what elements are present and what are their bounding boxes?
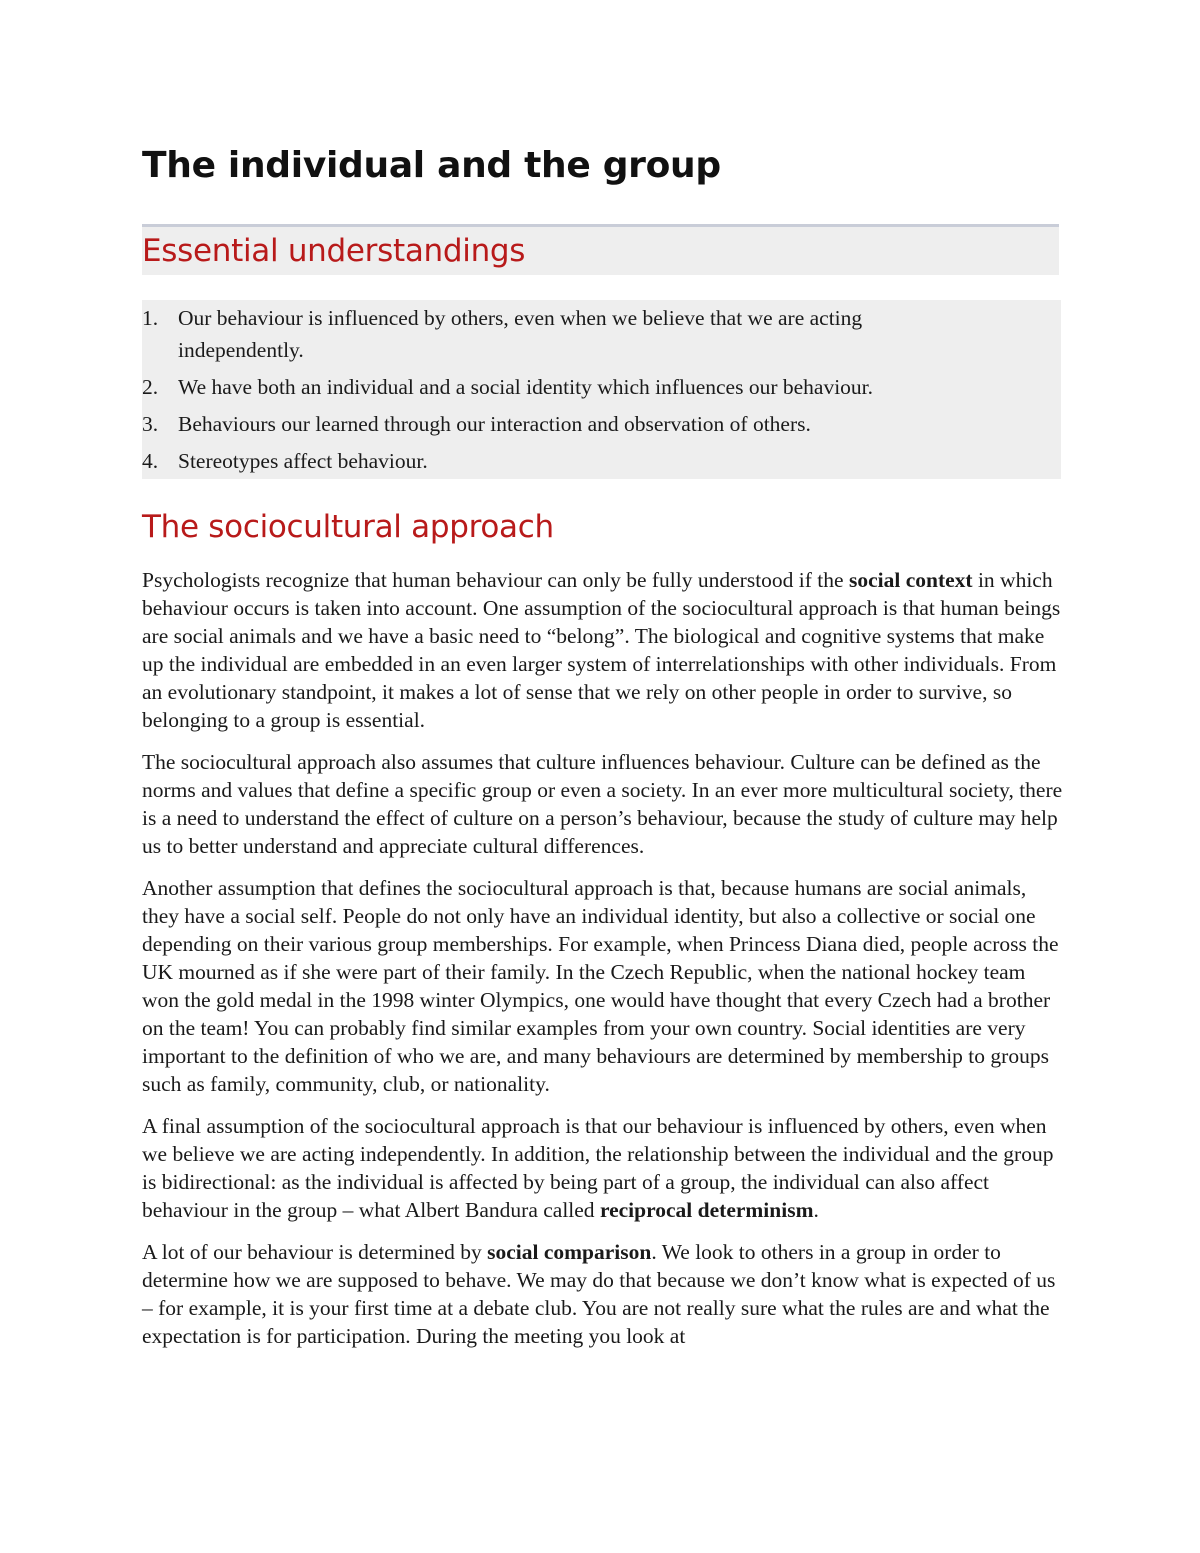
paragraph-text: in which behaviour occurs is taken into account. One assumption of the sociocultural approach is that human beings are social animals and we have a basic need to “belong”. The biological and cognitive systems that make up the individual are embedded in an even larger system of interrelationships with other individuals. From an evolutionary standpoint, it makes a lot of sense that we rely on other people in order to survive, so belonging to a group is essential. [142, 568, 1061, 732]
paragraph-3: Another assumption that defines the sociocultural approach is that, because humans are social animals, they have a social self. People do not only have an individual identity, but also a collective or social one depending on their various group memberships. For example, when Princess Diana died, people across the UK mourned as if she were part of their family. In the Czech Republic, when the national hockey team won the gold medal in the 1998 winter Olympics, one would have thought that every Czech had a brother on the team! You can probably find similar examples from your own country. Social identities are very important to the definition of who we are, and many behaviours are determined by membership to groups such as family, community, club, or nationality. [142, 876, 1059, 1096]
list-item-text-continued: independently. [178, 338, 304, 362]
list-item-text: Behaviours our learned through our interaction and observation of others. [178, 412, 811, 436]
list-item-text: Our behaviour is influenced by others, even when we believe that we are acting [178, 306, 863, 330]
page-title: The individual and the group [142, 145, 721, 186]
list-item [142, 302, 938, 366]
essential-understandings-header [142, 224, 1059, 275]
bold-term: context [905, 568, 973, 592]
bold-term: social comparison [487, 1240, 652, 1264]
essential-understandings-heading: Essential understandings [142, 233, 526, 269]
sociocultural-approach-heading: The sociocultural approach [142, 509, 554, 545]
list-item [142, 371, 938, 403]
paragraph-text: A lot of our behaviour is determined by [142, 1240, 488, 1264]
paragraph-text: . [813, 1198, 819, 1222]
list-item [142, 408, 938, 440]
paragraph-2: The sociocultural approach also assumes that culture influences behaviour. Culture can be defined as the norms and values that define a specific group or even a society. In an ever more multicultural society, there is a need to understand the effect of culture on a person’s behaviour, because the study of culture may help us to better understand and appreciate cultural differences. [142, 750, 1063, 858]
list-item-text: Stereotypes affect behaviour. [178, 449, 428, 473]
list-item-text: We have both an individual and a social identity which influences our behaviour. [178, 375, 874, 399]
list-item-number: 1. [142, 306, 159, 330]
list-item-number: 3. [142, 412, 159, 436]
list-item-number: 4. [142, 449, 159, 473]
bold-term: social [848, 568, 901, 592]
list-item [142, 445, 938, 477]
essential-understandings-list [142, 300, 1061, 479]
paragraph-text: A final assumption of the sociocultural approach is that our behaviour is influenced by others, even when we believe we are acting independently. In addition, the relationship between the individual and the group is bidirectional: as the individual is affected by being part of a group, the individual can also affect behaviour in the group – what Albert Bandura called [142, 1114, 1054, 1222]
list-item-number: 2. [142, 375, 159, 399]
paragraph-1 [142, 566, 1067, 734]
paragraph-5 [142, 1238, 1067, 1350]
paragraph-text: . We look to others in a group in order to determine how we are supposed to behave. We may do that because we don’t know what is expected of us – for example, it is your first time at a debate club. You are not really sure what the rules are and what the expectation is for participation. During the meeting you look at [142, 1240, 1056, 1348]
paragraph-4 [142, 1112, 1067, 1224]
bold-term: reciprocal determinism [599, 1198, 814, 1222]
body-text [142, 566, 1067, 1364]
paragraph-text: Psychologists recognize that human behaviour can only be fully understood if the [142, 568, 849, 592]
